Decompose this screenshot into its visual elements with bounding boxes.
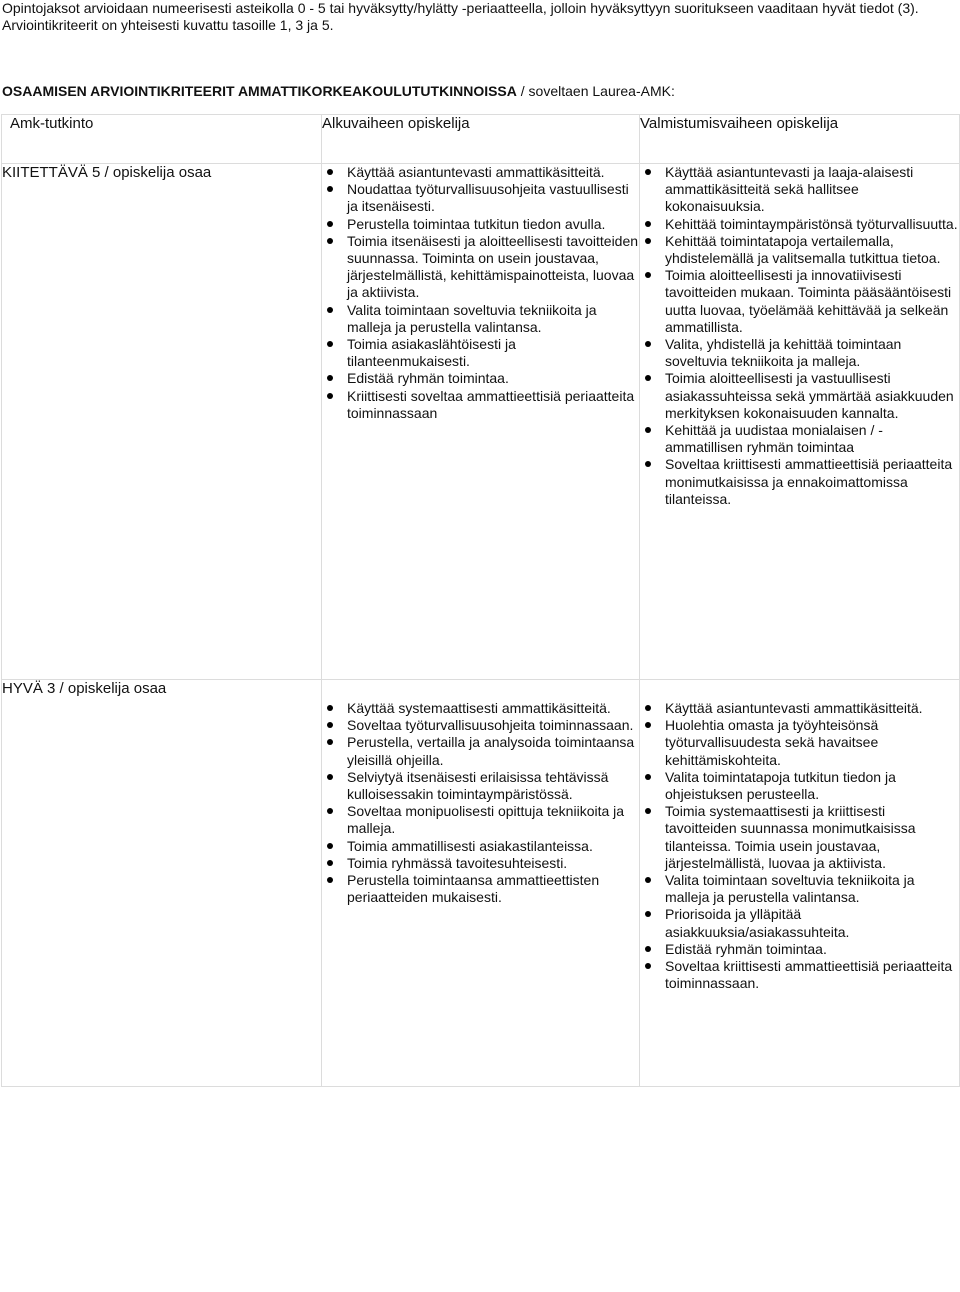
list-item-text: Huolehtia omasta ja työyhteisönsä työturvallisuudesta sekä havaitsee kehittämiskohteita. — [665, 717, 879, 768]
header-beginner: Alkuvaiheen opiskelija — [322, 115, 640, 164]
list-item — [322, 216, 639, 233]
list-item — [322, 855, 639, 872]
bullet-icon — [645, 272, 651, 278]
bullet-icon — [645, 238, 651, 244]
criteria-table — [1, 114, 960, 1087]
criteria-list — [322, 700, 639, 906]
document-title — [2, 82, 957, 100]
list-item — [640, 216, 959, 233]
bullet-icon — [327, 238, 333, 244]
graduate-criteria-cell — [640, 680, 960, 1087]
list-item — [640, 370, 959, 422]
criteria-list — [640, 164, 959, 508]
list-item — [640, 906, 959, 940]
list-item-text: Toimia systemaattisesti ja kriittisesti tavoitteiden suunnassa monimutkaisissa tilanteissa. Toimia usein joustavaa, järjestelmällistä, luovaa ja aktiivista. — [665, 803, 916, 871]
list-item — [322, 181, 639, 215]
list-item — [640, 422, 959, 456]
list-item-text: Valita toimintatapoja tutkitun tiedon ja ohjeistuksen perusteella. — [665, 768, 896, 803]
bullet-icon — [327, 808, 333, 814]
bullet-icon — [645, 169, 651, 175]
list-item — [322, 164, 639, 181]
bullet-icon — [327, 307, 333, 313]
list-item-text: Kehittää toimintaympäristönsä työturvallisuutta. — [665, 215, 958, 232]
list-item — [322, 388, 639, 422]
graduate-criteria-cell — [640, 164, 960, 680]
list-item — [640, 717, 959, 769]
bullet-icon — [645, 427, 651, 433]
list-item-text: Edistää ryhmän toimintaa. — [347, 370, 509, 387]
list-item-text: Perustella, vertailla ja analysoida toimintaansa yleisillä ohjeilla. — [347, 734, 635, 768]
bullet-icon — [327, 186, 333, 192]
list-item — [322, 233, 639, 302]
bullet-icon — [645, 808, 651, 814]
bullet-icon — [327, 169, 333, 175]
header-graduate: Valmistumisvaiheen opiskelija — [640, 115, 960, 164]
list-item-text: Soveltaa työturvallisuusohjeita toiminnassaan. — [347, 717, 634, 734]
document-title-rest: / soveltaen Laurea-AMK: — [516, 83, 675, 99]
list-item — [640, 941, 959, 958]
bullet-icon — [327, 341, 333, 347]
list-item-text: Kriittisesti soveltaa ammattieettisiä periaatteita toiminnassaan — [347, 387, 635, 421]
bullet-icon — [327, 739, 333, 745]
list-item — [322, 370, 639, 387]
list-item — [322, 717, 639, 734]
list-item-text: Toimia itsenäisesti ja aloitteellisesti tavoitteiden suunnassa. Toiminta on usein joustavaa, järjestelmällistä, kehittämispainotteista, luovaa ja aktiivista. — [347, 232, 639, 301]
table-header-row — [2, 115, 960, 164]
header-degree: Amk-tutkinto — [2, 115, 322, 164]
list-item — [322, 734, 639, 768]
bullet-icon — [327, 860, 333, 866]
bullet-icon — [327, 843, 333, 849]
bullet-icon — [645, 722, 651, 728]
bullet-icon — [327, 722, 333, 728]
bullet-icon — [645, 705, 651, 711]
list-item-text: Toimia ryhmässä tavoitesuhteisesti. — [347, 854, 568, 871]
list-item-text: Toimia ammatillisesti asiakastilanteissa. — [347, 837, 593, 854]
list-item-text: Käyttää asiantuntevasti ammattikäsitteitä. — [347, 164, 605, 180]
list-item — [322, 803, 639, 837]
list-item — [640, 456, 959, 508]
list-item-text: Noudattaa työturvallisuusohjeita vastuullisesti ja itsenäisesti. — [347, 181, 629, 215]
list-item-text: Soveltaa monipuolisesti opittuja tekniikoita ja malleja. — [347, 803, 625, 837]
beginner-criteria-cell — [322, 164, 640, 680]
bullet-icon — [327, 705, 333, 711]
bullet-icon — [645, 461, 651, 467]
criteria-list — [322, 164, 639, 422]
list-item-text: Kehittää toimintatapoja vertailemalla, yhdistelemällä ja valitsemalla tutkittua tietoa. — [665, 232, 941, 267]
bullet-icon — [645, 375, 651, 381]
list-item — [322, 872, 639, 906]
list-item-text: Edistää ryhmän toimintaa. — [665, 940, 827, 957]
list-item — [640, 267, 959, 336]
bullet-icon — [645, 221, 651, 227]
list-item-text: Käyttää asiantuntevasti ja laaja-alaisesti ammattikäsitteitä sekä hallitsee kokonaisuuksia. — [665, 164, 914, 215]
list-item-text: Toimia aloitteellisesti ja innovatiivisesti tavoitteiden mukaan. Toiminta pääsääntöisesti uutta luovaa, työelämää kehittävää ja selkeän ammatillista. — [665, 267, 952, 335]
list-item — [640, 700, 959, 717]
table-row — [2, 680, 960, 1087]
list-item-text: Perustella toimintaansa ammattieettisten periaatteiden mukaisesti. — [347, 872, 600, 906]
list-item-text: Kehittää ja uudistaa monialaisen / -ammatillisen ryhmän toimintaa — [665, 422, 883, 456]
list-item-text: Soveltaa kriittisesti ammattieettisiä periaatteita monimutkaisissa ja ennakoimattomissa tilanteissa. — [665, 456, 953, 507]
list-item — [640, 958, 959, 992]
list-item — [640, 769, 959, 803]
list-item-text: Perustella toimintaa tutkitun tiedon avulla. — [347, 215, 606, 232]
bullet-icon — [645, 963, 651, 969]
bullet-icon — [327, 774, 333, 780]
list-item-text: Selviytyä itsenäisesti erilaisissa tehtävissä kulloisessakin toimintaympäristössä. — [347, 768, 609, 803]
list-item-text: Toimia aloitteellisesti ja vastuullisesti asiakassuhteissa sekä ymmärtää asiakkuuden merkityksen kokonaisuuden kannalta. — [665, 370, 954, 421]
list-item — [322, 302, 639, 336]
list-item-text: Soveltaa kriittisesti ammattieettisiä periaatteita toiminnassaan. — [665, 958, 953, 992]
list-item — [640, 336, 959, 370]
beginner-criteria-cell — [322, 680, 640, 1087]
bullet-icon — [645, 946, 651, 952]
list-item — [640, 233, 959, 267]
bullet-icon — [645, 341, 651, 347]
document-title-bold: OSAAMISEN ARVIOINTIKRITEERIT AMMATTIKORKEAKOULUTUTKINNOISSA — [2, 83, 517, 99]
list-item-text: Valita, yhdistellä ja kehittää toimintaan soveltuvia tekniikoita ja malleja. — [665, 336, 902, 370]
bullet-icon — [645, 774, 651, 780]
bullet-icon — [327, 877, 333, 883]
list-item — [322, 700, 639, 717]
list-item-text: Priorisoida ja ylläpitää asiakkuuksia/asiakassuhteita. — [665, 906, 850, 940]
criteria-list — [640, 700, 959, 992]
level-label: KIITETTÄVÄ 5 / opiskelija osaa — [2, 164, 322, 680]
list-item — [322, 769, 639, 803]
list-item — [640, 803, 959, 872]
intro-paragraph: Opintojaksot arvioidaan numeerisesti asteikolla 0 - 5 tai hyväksytty/hylätty -periaatteella, jolloin hyväksyttyyn suoritukseen vaaditaan hyvät tiedot (3). Arviointikriteerit on yhteisesti kuvattu tasoille 1, 3 ja 5. — [2, 0, 919, 33]
list-item — [322, 838, 639, 855]
level-label: HYVÄ 3 / opiskelija osaa — [2, 680, 322, 1087]
list-item — [322, 336, 639, 370]
bullet-icon — [645, 911, 651, 917]
list-item — [640, 164, 959, 216]
bullet-icon — [327, 375, 333, 381]
list-item-text: Valita toimintaan soveltuvia tekniikoita ja malleja ja perustella valintansa. — [665, 872, 915, 906]
list-item-text: Valita toimintaan soveltuvia tekniikoita ja malleja ja perustella valintansa. — [347, 301, 597, 335]
list-item-text: Käyttää asiantuntevasti ammattikäsitteitä. — [665, 700, 923, 716]
list-item — [640, 872, 959, 906]
bullet-icon — [327, 221, 333, 227]
list-item-text: Käyttää systemaattisesti ammattikäsitteitä. — [347, 700, 611, 716]
list-item-text: Toimia asiakaslähtöisesti ja tilanteenmukaisesti. — [347, 336, 516, 370]
bullet-icon — [645, 877, 651, 883]
bullet-icon — [327, 393, 333, 399]
table-row — [2, 164, 960, 680]
